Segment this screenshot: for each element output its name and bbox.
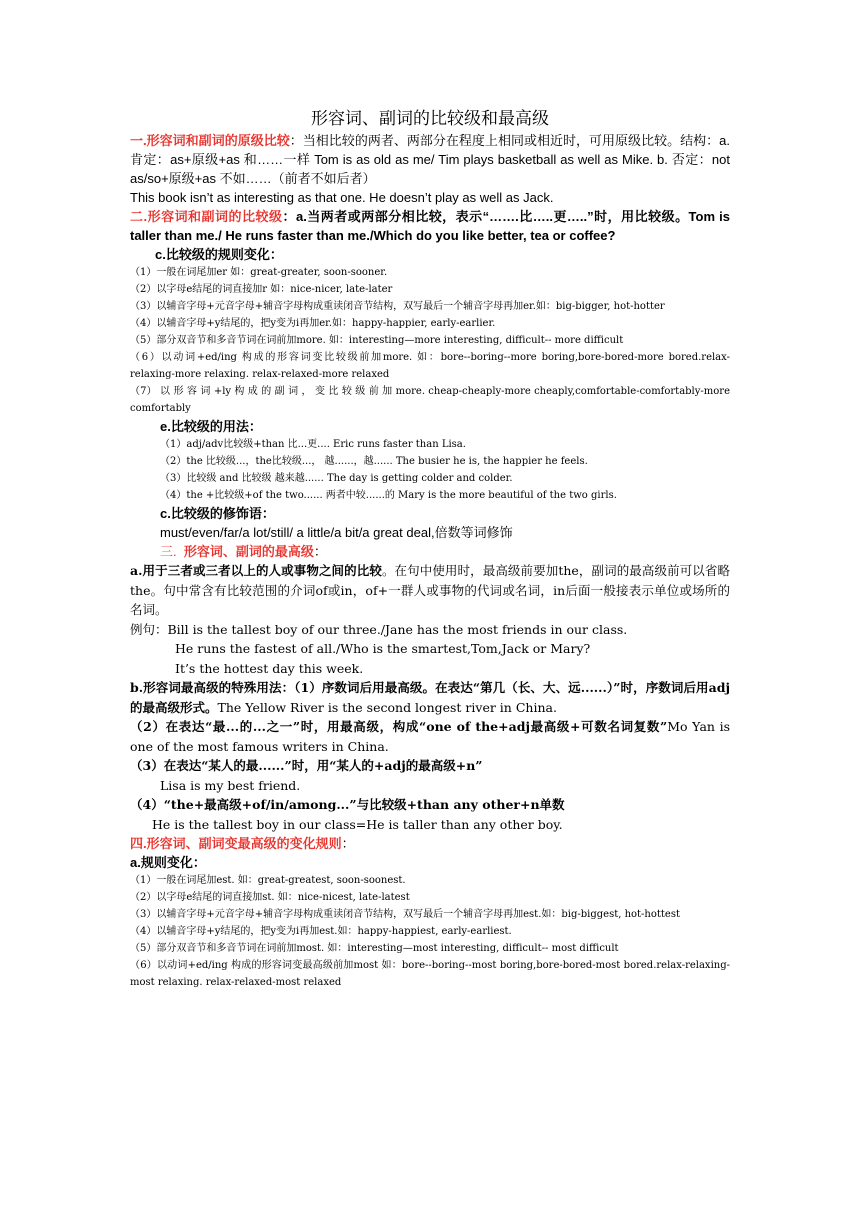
- section-1-paragraph: [130, 131, 730, 188]
- superlative-rule: （2）以字母e结尾的词直接加st. 如：nice-nicest, late-latest: [130, 892, 410, 903]
- section-1-heading: 形容词和副词的原级比较: [146, 133, 290, 148]
- section-2-number: 二.: [130, 209, 148, 224]
- section-1-example: This book isn’t as interesting as that one. He doesn’t play as well as Jack.: [130, 190, 554, 205]
- superlative-rule: （1）一般在词尾加est. 如：great-greatest, soon-soonest.: [130, 875, 406, 886]
- section-3-heading: 形容词、副词的最高级: [183, 544, 314, 559]
- section-3-number: 三.: [160, 544, 177, 559]
- comparative-rule: （3）以辅音字母+元音字母+辅音字母构成重读闭音节结构，双写最后一个辅音字母再加er.如：big-bigger, hot-hotter: [130, 301, 665, 312]
- superlative-definition-text: 。在句中使用时，最高级前要加the，副词的最高级前可以省略the。句中常含有比较范围的介词of或in，of+一群人或事物的代词或名词，in后面一般接表示单位或场所的名词。: [130, 563, 730, 617]
- section-3-title: [130, 542, 730, 561]
- comparative-modifiers-heading: c.比较级的修饰语：: [160, 506, 275, 521]
- superlative-example: 例句：Bill is the tallest boy of our three./Jane has the most friends in our class.: [130, 621, 628, 637]
- superlative-rule: （6）以动词+ed/ing 构成的形容词变最高级前加most 如：bore--boring--most boring,bore-bored-most bored.relax-relaxing-most relaxing. relax-relaxed-most relaxed: [130, 960, 730, 988]
- superlative-definition: [130, 561, 730, 620]
- comparative-rule: （7） 以 形 容 词 +ly 构 成 的 副 词 ， 变 比 较 级 前 加 more. cheap-cheaply-more cheaply,comfortable-comfortably-more comfortably: [130, 386, 730, 414]
- superlative-special-text: The Yellow River is the second longest river in China.: [217, 699, 557, 715]
- superlative-definition-bold: a.用于三者或三者以上的人或事物之间的比较: [130, 563, 382, 578]
- section-3-colon: ：: [313, 544, 327, 559]
- section-2-intro: ：a.当两者或两部分相比较，表示“…….比…..更…..”时，用比较级。Tom is taller than me./ He runs faster than me./Which do you like better, tea or coffee?: [130, 209, 730, 243]
- comparative-usage-heading: e.比较级的用法：: [160, 419, 262, 434]
- superlative-special-usage-2: [130, 717, 730, 756]
- superlative-rule: （3）以辅音字母+元音字母+辅音字母构成重读闭音节结构，双写最后一个辅音字母再加est.如：big-biggest, hot-hottest: [130, 909, 680, 920]
- comparative-rule: （6）以动词+ed/ing 构成的形容词变比较级前加more. 如：bore--boring--more boring,bore-bored-more bored.relax-relaxing-more relaxing. relax-relaxed-more relaxed: [130, 352, 730, 380]
- comparative-rule: （5）部分双音节和多音节词在词前加more. 如：interesting—more interesting, difficult-- more difficult: [130, 335, 624, 346]
- superlative-rule: （4）以辅音字母+y结尾的，把y变为i再加est.如：happy-happiest, early-earliest.: [130, 926, 512, 937]
- comparative-rule: （2）以字母e结尾的词直接加r 如：nice-nicer, late-later: [130, 284, 393, 295]
- comparative-rules-heading: c.比较级的规则变化：: [155, 247, 283, 262]
- superlative-example: It’s the hottest day this week.: [175, 660, 364, 676]
- section-1-intro: ：当相比较的两者、两部分在程度上相同或相近时，可用原级比较。结构：a. 肯定：as+原级+as 和……一样 Tom is as old as me/ Tim plays basketball as well as Mike. b. 否定：not as/so+原级+as 不如……（前者不如后者）: [130, 133, 730, 186]
- section-4-title: [130, 834, 730, 853]
- superlative-special-3-text: Lisa is my best friend.: [160, 777, 301, 793]
- comparative-rule: （4）以辅音字母+y结尾的，把y变为i再加er.如：happy-happier, early-earlier.: [130, 318, 496, 329]
- superlative-rule: （5）部分双音节和多音节词在词前加most. 如：interesting—most interesting, difficult-- most difficult: [130, 943, 619, 954]
- comparative-usage-item: （4）the +比较级+of the two...... 两者中较......的 Mary is the more beautiful of the two girls.: [160, 490, 617, 501]
- section-1-number: 一.: [130, 133, 147, 148]
- superlative-special-usage: [130, 678, 730, 717]
- superlative-special-4-text: He is the tallest boy in our class=He is taller than any other boy.: [152, 816, 563, 832]
- section-4-number: 四.: [130, 836, 147, 851]
- document-page: [130, 104, 730, 991]
- section-2-paragraph: [130, 207, 730, 245]
- comparative-rule: （1）一般在词尾加er 如：great-greater, soon-sooner.: [130, 267, 388, 278]
- superlative-rules-heading: a.规则变化：: [130, 855, 206, 870]
- comparative-modifiers: must/even/far/a lot/still/ a little/a bit/a great deal,倍数等词修饰: [160, 525, 513, 540]
- superlative-special-3-bold: （3）在表达“某人的最......”时，用“某人的+adj的最高级+n”: [130, 758, 483, 773]
- section-2-heading: 形容词和副词的比较级: [147, 209, 283, 224]
- section-4-heading: 形容词、副词变最高级的变化规则: [146, 836, 342, 851]
- comparative-usage-item: （2）the 比较级...，the比较级...， 越......，越...... The busier he is, the happier he feels.: [160, 456, 588, 467]
- superlative-special-4-bold: （4）“the+最高级+of/in/among...”与比较级+than any other+n单数: [130, 797, 565, 812]
- superlative-example: He runs the fastest of all./Who is the smartest,Tom,Jack or Mary?: [175, 641, 591, 656]
- page-title: 形容词、副词的比较级和最高级: [311, 109, 549, 129]
- superlative-special-bold: b.形容词最高级的特殊用法：（1）序数词后用最高级。在表达“第几（长、大、远......）”时，序数词后用adj的最高级形式。: [130, 680, 730, 715]
- superlative-special-2-text: Mo Yan is one of the most famous writers in China.: [130, 719, 730, 754]
- superlative-special-2-bold: （2）在表达“最...的...之一”时，用最高级，构成“one of the+adj最高级+可数名词复数”: [130, 719, 668, 734]
- section-4-colon: ：: [341, 836, 355, 851]
- comparative-usage-item: （3）比较级 and 比较级 越来越...... The day is getting colder and colder.: [160, 473, 513, 484]
- comparative-usage-item: （1）adj/adv比较级+than 比...更.... Eric runs faster than Lisa.: [160, 439, 466, 450]
